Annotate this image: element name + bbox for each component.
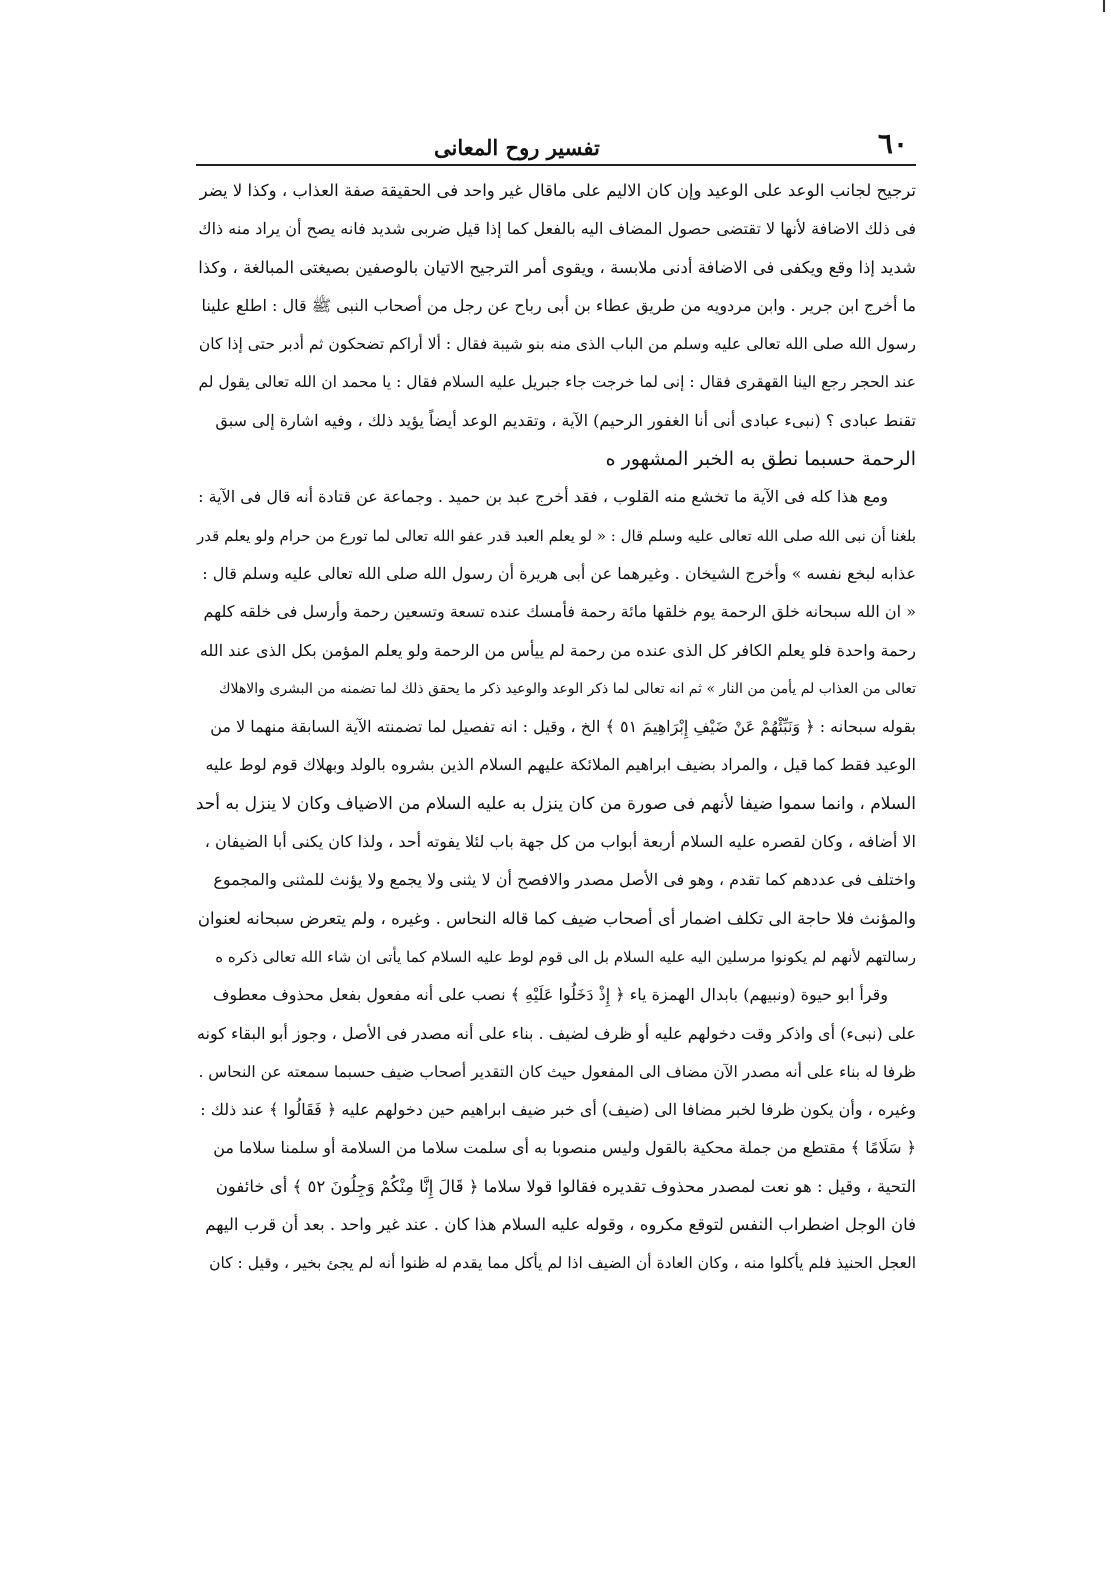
text-line: رحمة واحدة فلو يعلم الكافر كل الذى عنده من رحمة لم ييأس من الرحمة ولو يعلم المؤمن بكل الذى عند الله bbox=[199, 640, 916, 660]
text-line: الرحمة حسبما نطق به الخبر المشهور ه bbox=[605, 448, 916, 471]
text-line: بقوله سبحانه : ﴿ وَنَبِّئْهُمْ عَنْ ضَيْفِ إِبْرَاهِيمَ ٥١ ﴾ الخ ، وقيل : انه تفصيل لما تضمنته الآية السابقة منهما لا من bbox=[210, 717, 916, 737]
text-line: واختلف فى عددهم كما تقدم ، وهو فى الأصل مصدر والافصح أن لا يثنى ولا يجمع ولا يؤنث للمثنى والمجموع bbox=[213, 870, 916, 890]
text-line: تقنط عبادى ؟ (نبىء عبادى أنى أنا الغفور الرحيم) الآية ، وتقديم الوعد أيضاً يؤيد ذلك ، وفيه اشارة إلى سبق bbox=[215, 410, 916, 430]
text-line: ومع هذا كله فى الآية ما تخشع منه القلوب ، فقد أخرج عبد بن حميد . وجماعة عن قتادة أنه قال فى الآية : bbox=[198, 487, 888, 507]
text-line: التحية ، وقيل : هو نعت لمصدر محذوف تقديره فقالوا قولا سلاما ﴿ قَالَ إِنَّا مِنْكُمْ وَجِلُونَ ٥٢ ﴾ أى خائفون bbox=[215, 1176, 916, 1196]
page-corner-mark bbox=[1103, 0, 1105, 12]
header-rule bbox=[196, 164, 916, 166]
text-line: العجل الحنيذ فلم يأكلوا منه ، وكان العادة أن الضيف اذا لم يأكل مما يقدم له ظنوا أنه لم يجئ بخير ، وقيل : كان bbox=[209, 1254, 916, 1273]
text-line: بلغنا أن نبى الله صلى الله تعالى عليه وسلم قال : « لو يعلم العبد قدر عفو الله تعالى لما تورع من حرام ولو يعلم قدر bbox=[197, 526, 916, 545]
text-line: ما أخرج ابن جرير . وابن مردويه من طريق عطاء بن أبى رباح عن رجل من أصحاب النبى ﷺ قال : اطلع علينا bbox=[201, 295, 916, 315]
text-line: رسالتهم لأنهم لم يكونوا مرسلين اليه عليه السلام بل الى قوم لوط عليه السلام كما يأتى ان شاء الله تعالى ذكره ه bbox=[215, 947, 916, 966]
text-line: فى ذلك الاضافة لأنها لا تقتضى حصول المضاف اليه بالفعل كما إذا قيل ضربى شديد فانه يصح أن يراد منه ذاك bbox=[198, 219, 916, 239]
text-line: ترجيح لجانب الوعد على الوعيد وإن كان الاليم على ماقال غير واحد فى الحقيقة صفة العذاب ، وكذا لا يضر bbox=[199, 181, 916, 200]
running-title: تفسير روح المعانى bbox=[434, 135, 600, 160]
text-line: تعالى من العذاب لم يأمن من النار » ثم انه تعالى لما ذكر الوعد والوعيد ذكر ما يحقق ذلك لما تضمنه من البشرى والاهلاك bbox=[219, 680, 916, 697]
text-line: السلام ، وانما سموا ضيفا لأنهم فى صورة من كان ينزل به عليه السلام من الاضياف وكان لا ينزل به أحد bbox=[196, 793, 916, 814]
text-line: على (نبىء) أى واذكر وقت دخولهم عليه أو ظرف لضيف . بناء على أنه مصدر فى الأصل ، وجوز أبو البقاء كونه bbox=[196, 1023, 916, 1043]
text-line: فان الوجل اضطراب النفس لتوقع مكروه ، وقوله عليه السلام هذا كان . عند غير واحد . بعد أن قرب اليهم bbox=[205, 1215, 916, 1235]
text-line: الا أضافه ، وكان لقصره عليه السلام أربعة أبواب من كل جهة باب لئلا يفوته أحد ، ولذا كان يكنى أبا الضيفان ، bbox=[204, 832, 916, 852]
text-line: « ان الله سبحانه خلق الرحمة يوم خلقها مائة رحمة فأمسك عنده تسعة وتسعين رحمة وأرسل فى خلقه كلهم bbox=[203, 602, 916, 622]
text-line: وقرأ ابو حيوة (ونبيهم) بابدال الهمزة ياء ﴿ إِذْ دَخَلُوا عَلَيْهِ ﴾ نصب على أنه مفعول بفعل محذوف معطوف bbox=[212, 985, 888, 1005]
text-line: ظرفا له بناء على أنه مصدر الآن مضاف الى المفعول حيث كان التقدير أصحاب ضيف حسبما سمعته عن النحاس . bbox=[198, 1062, 916, 1081]
page bbox=[196, 126, 916, 1283]
body-text bbox=[196, 172, 916, 1283]
text-line: والمؤنث فلا حاجة الى تكلف اضمار أى أصحاب ضيف كما قاله النحاس . وغيره ، ولم يتعرض سبحانه لعنوان bbox=[197, 908, 916, 928]
text-line: شديد إذا وقع ويكفى فى الاضافة أدنى ملابسة ، ويقوى أمر الترجيح الاتيان بالوصفين بصيغتى المبالغة ، وكذا bbox=[198, 257, 916, 277]
text-line: عند الحجر رجع الينا القهقرى فقال : إنى لما خرجت جاء جبريل عليه السلام فقال : يا محمد ان الله تعالى يقول لم bbox=[198, 373, 916, 392]
page-header bbox=[196, 126, 916, 160]
text-line: ﴿ سَلَامًا ﴾ مقتطع من جملة محكية بالقول وليس منصوبا به أى سلمت سلاما من السلامة أو سلمنا سلاما من bbox=[213, 1138, 916, 1158]
text-line: رسول الله صلى الله تعالى عليه وسلم من الباب الذى منه بنو شيبة فقال : ألا أراكم تضحكون ثم أدبر حتى إذا كان bbox=[198, 335, 916, 354]
text-line: الوعيد فقط كما قيل ، والمراد بضيف ابراهيم الملائكة عليهم السلام الذين بشروه بالولد وبهلاك قوم لوط عليه bbox=[205, 755, 916, 775]
page-number: ٦٠ bbox=[877, 127, 908, 160]
text-line: وغيره ، وأن يكون ظرفا لخبر مضافا الى (ضيف) أى خبر ضيف ابراهيم حين دخولهم عليه ﴿ فَقَالُوا ﴾ عند ذلك : bbox=[200, 1100, 916, 1120]
text-line: عذابه لبخع نفسه » وأخرج الشيخان . وغيرهما عن أبى هريرة أن رسول الله صلى الله تعالى عليه وسلم قال : bbox=[202, 563, 916, 583]
